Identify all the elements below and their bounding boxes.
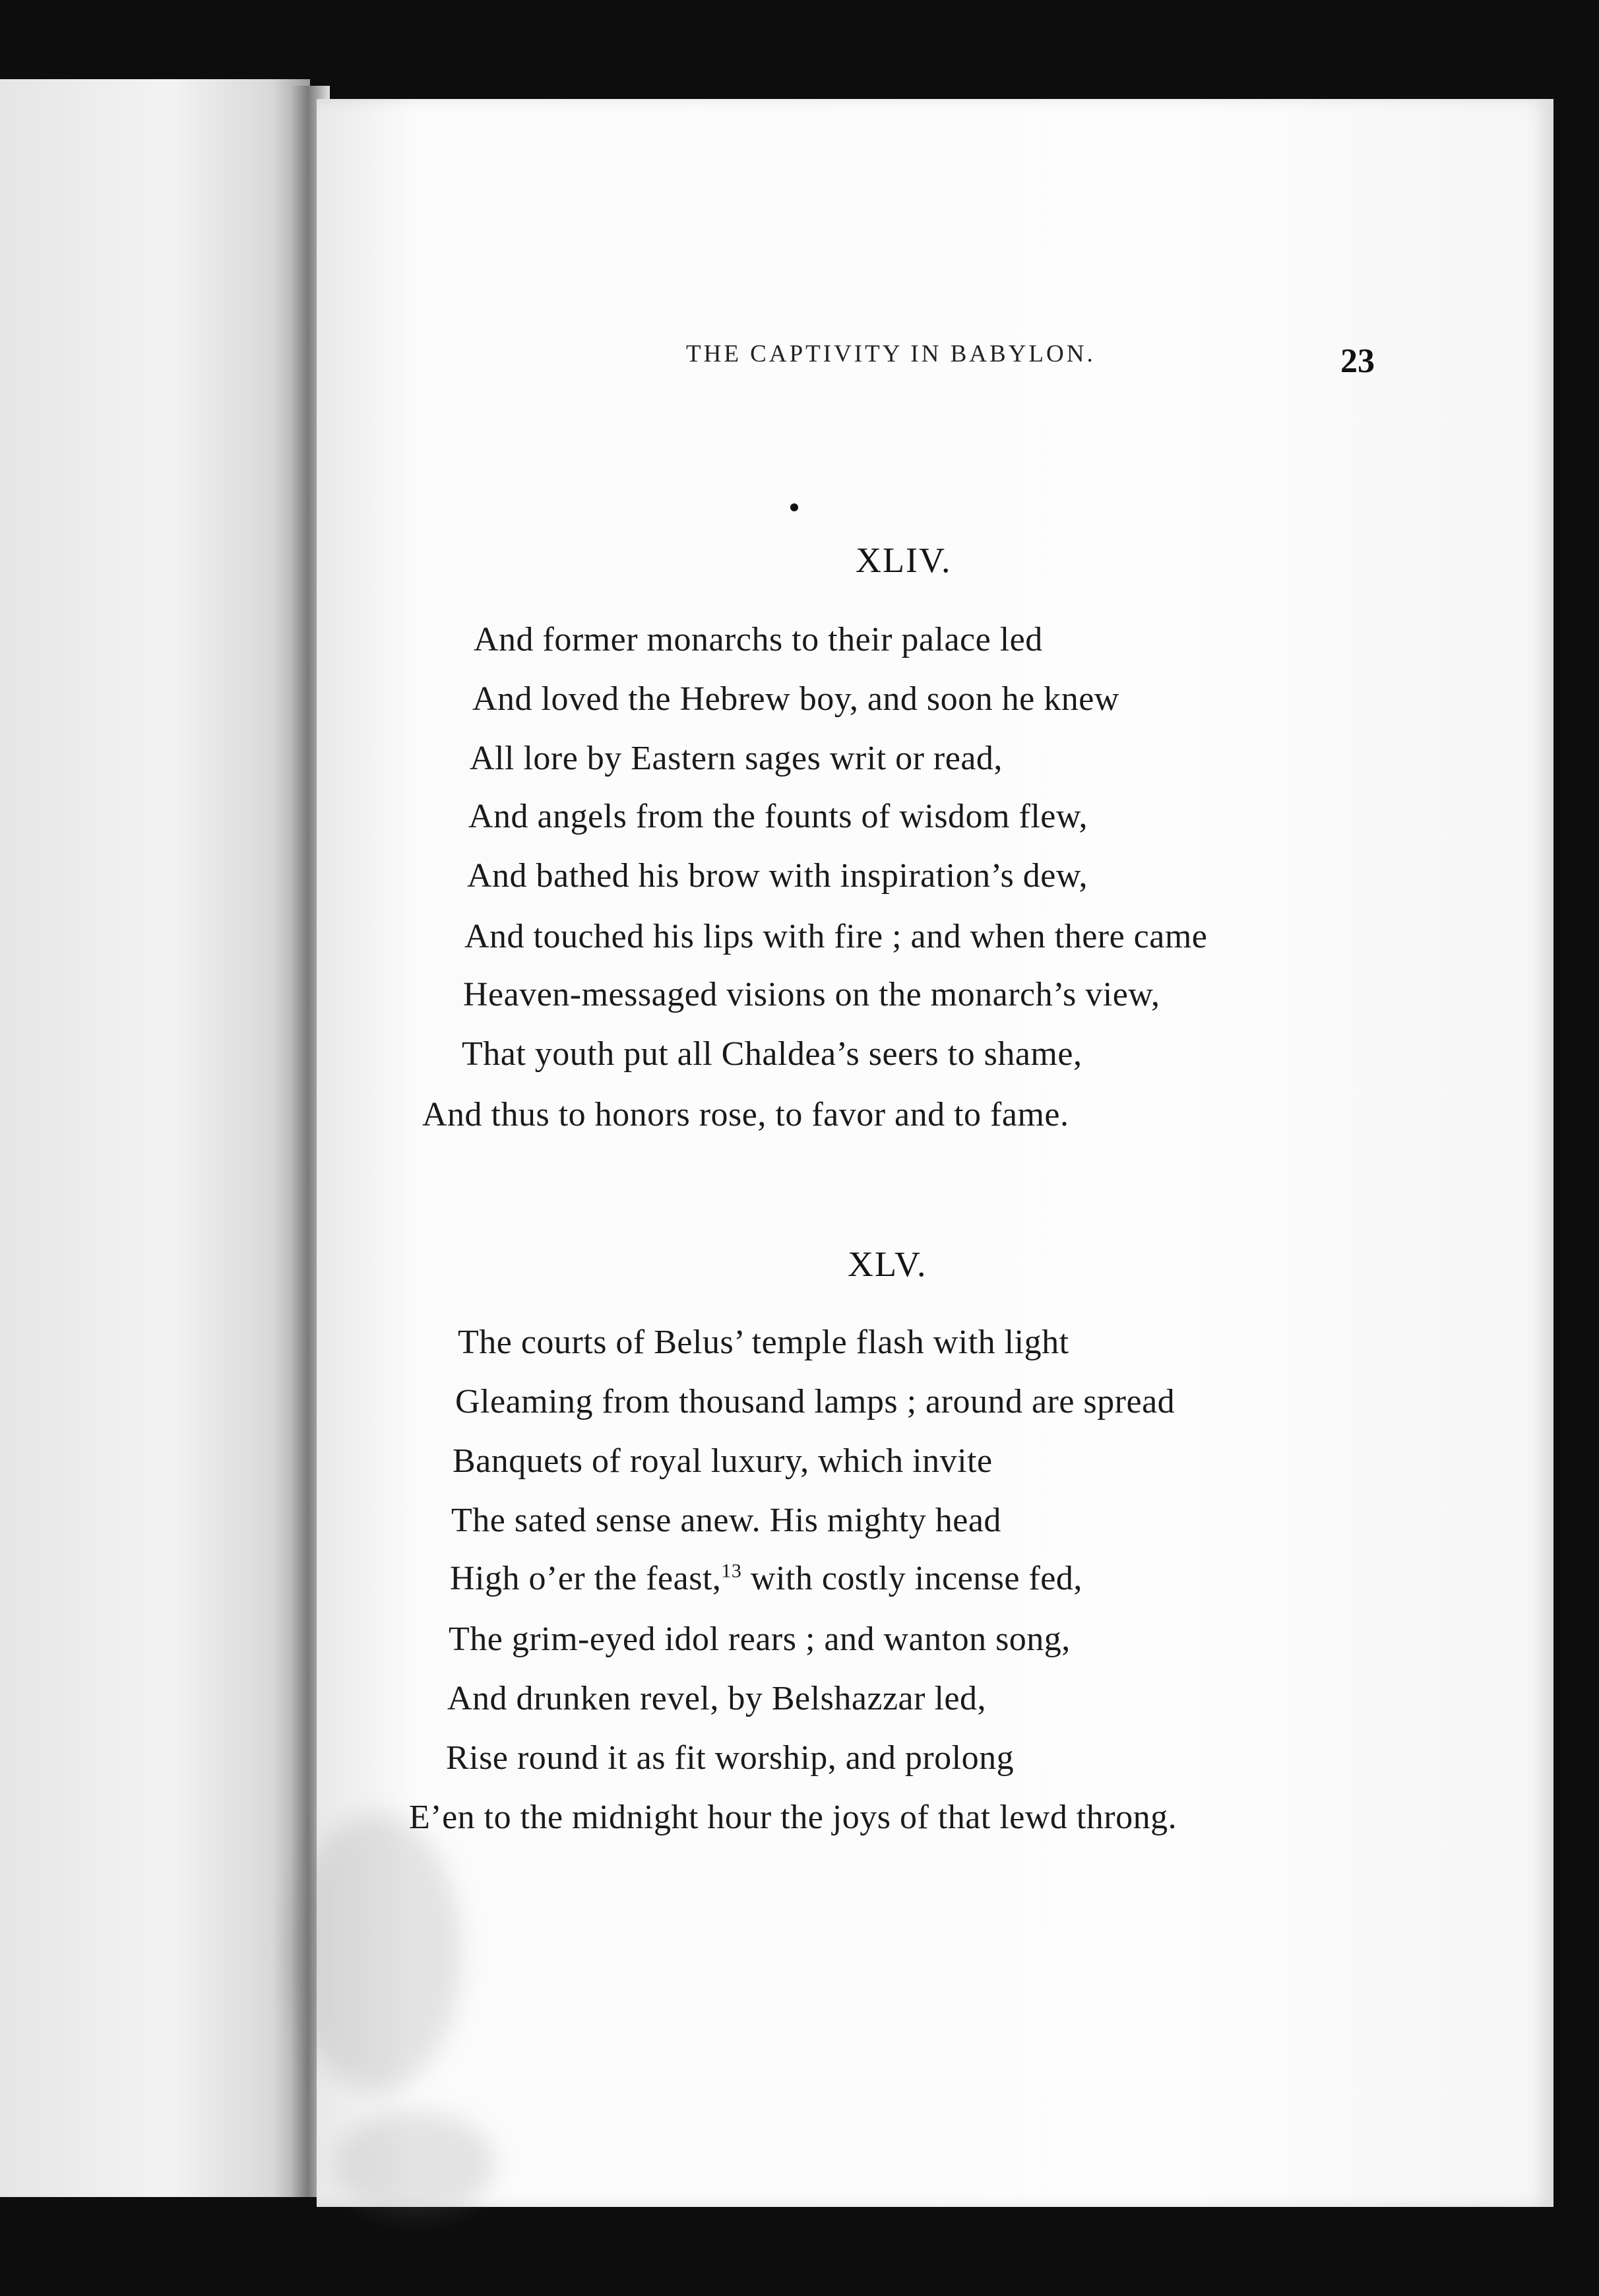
poem-line: That youth put all Chaldea’s seers to shame, [462,1035,1082,1073]
poem-line: The grim-eyed idol rears ; and wanton song, [449,1620,1071,1658]
ink-dot [790,503,798,511]
poem-line [450,1559,1082,1598]
page-stain [336,2111,495,2217]
stanza-number: XLV. [848,1244,927,1284]
poem-line: All lore by Eastern sages writ or read, [470,740,1003,777]
page-number: 23 [1340,342,1375,380]
right-page [317,99,1553,2207]
page-stain [290,1814,462,2091]
poem-line: And loved the Hebrew boy, and soon he knew [472,680,1119,718]
left-page-edge [0,79,310,2197]
poem-line: And thus to honors rose, to favor and to fame. [422,1096,1069,1133]
poem-line: The sated sense anew. His mighty head [451,1502,1001,1539]
poem-line: And former monarchs to their palace led [474,621,1043,658]
poem-line: And drunken revel, by Belshazzar led, [447,1680,986,1717]
stanza-number: XLIV. [856,540,952,580]
poem-line: And angels from the founts of wisdom flew, [468,798,1088,835]
poem-line: Heaven-messaged visions on the monarch’s view, [463,976,1160,1013]
poem-line-end: with costly incense fed, [741,1560,1082,1597]
poem-line: The courts of Belus’ temple flash with light [458,1323,1069,1361]
poem-line: Banquets of royal luxury, which invite [453,1442,993,1480]
poem-line: E’en to the midnight hour the joys of that lewd throng. [409,1799,1177,1836]
poem-line: And bathed his brow with inspiration’s dew, [467,857,1088,895]
running-head: THE CAPTIVITY IN BABYLON. [686,340,1096,367]
poem-line-start: High o’er the feast, [450,1560,722,1597]
poem-line: And touched his lips with fire ; and when there came [464,918,1208,955]
footnote-ref[interactable]: 13 [721,1560,742,1582]
poem-line: Rise round it as fit worship, and prolong [446,1739,1015,1777]
poem-line: Gleaming from thousand lamps ; around are spread [455,1383,1176,1420]
